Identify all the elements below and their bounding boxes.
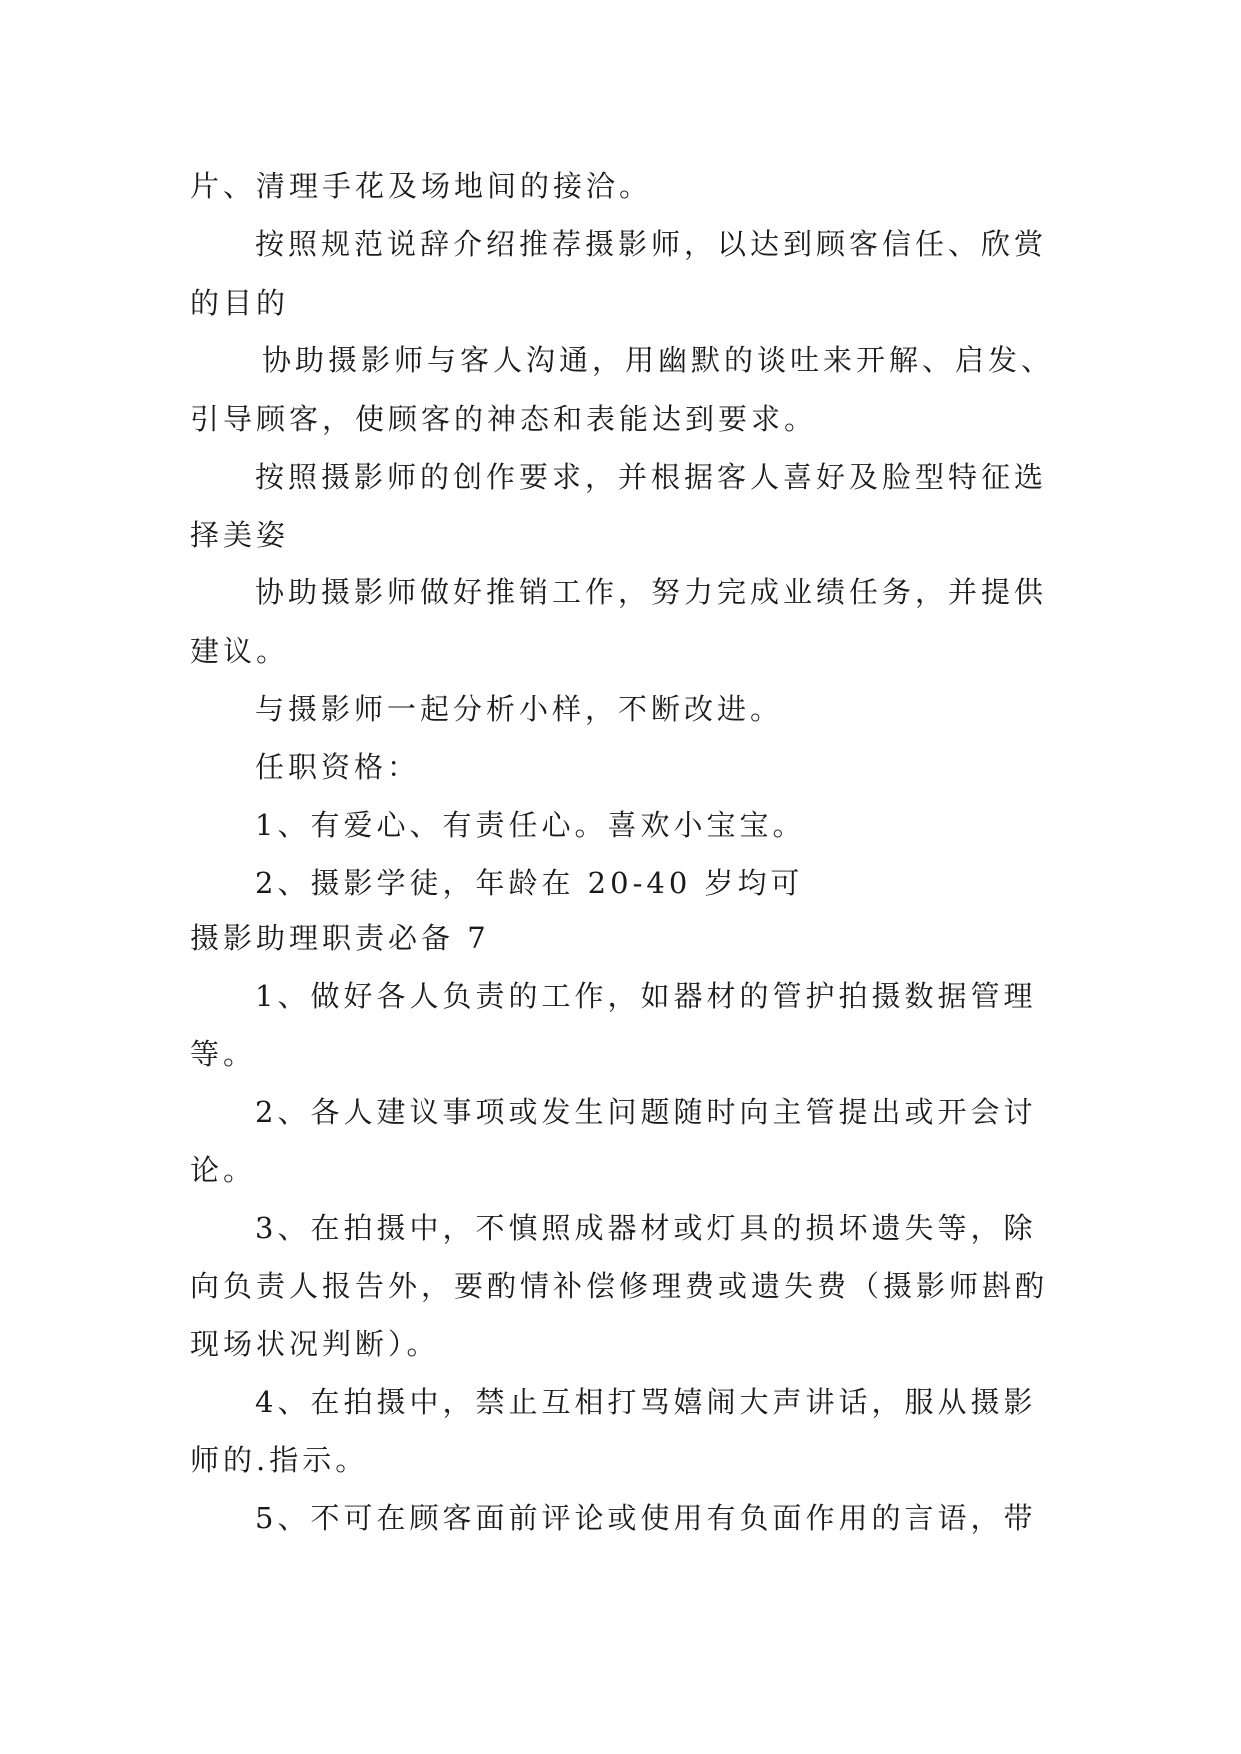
document-heading: 摄影助理职责必备 7 [190,921,490,955]
text-line: 建议。 [190,634,290,668]
text-line: 协助摄影师做好推销工作，努力完成业绩任务，并提供 [255,575,1048,609]
list-item: 2、各人建议事项或发生问题随时向主管提出或开会讨 [255,1095,1037,1129]
text-line: 片、清理手花及场地间的接洽。 [190,169,653,203]
text-line: 引导顾客，使顾客的神态和表能达到要求。 [190,402,818,436]
list-item: 2、摄影学徒，年龄在 20-40 岁均可 [255,866,804,900]
text-line: 的目的 [190,286,290,320]
list-item: 1、做好各人负责的工作，如器材的管护拍摄数据管理 [255,979,1037,1013]
text-line: 论。 [190,1153,257,1187]
text-line: 按照摄影师的创作要求，并根据客人喜好及脸型特征选 [255,460,1048,494]
list-item: 3、在拍摄中，不慎照成器材或灯具的损坏遗失等，除 [255,1211,1037,1245]
text-line: 择美姿 [190,518,290,552]
text-line: 等。 [190,1037,257,1071]
text-line: 向负责人报告外，要酌情补偿修理费或遗失费（摄影师斟酌 [190,1269,1049,1303]
list-item: 4、在拍摄中，禁止互相打骂嬉闹大声讲话，服从摄影 [255,1385,1037,1419]
text-line: 按照规范说辞介绍推荐摄影师，以达到顾客信任、欣赏 [255,227,1048,261]
text-line: 师的.指示。 [190,1443,369,1477]
text-line: 协助摄影师与客人沟通，用幽默的谈吐来开解、启发、 [262,343,1055,377]
section-heading: 任职资格： [255,750,421,784]
text-line: 现场状况判断）。 [190,1327,440,1361]
text-line: 与摄影师一起分析小样，不断改进。 [255,692,784,726]
list-item: 1、有爱心、有责任心。喜欢小宝宝。 [255,808,806,842]
list-item: 5、不可在顾客面前评论或使用有负面作用的言语，带 [255,1501,1037,1535]
